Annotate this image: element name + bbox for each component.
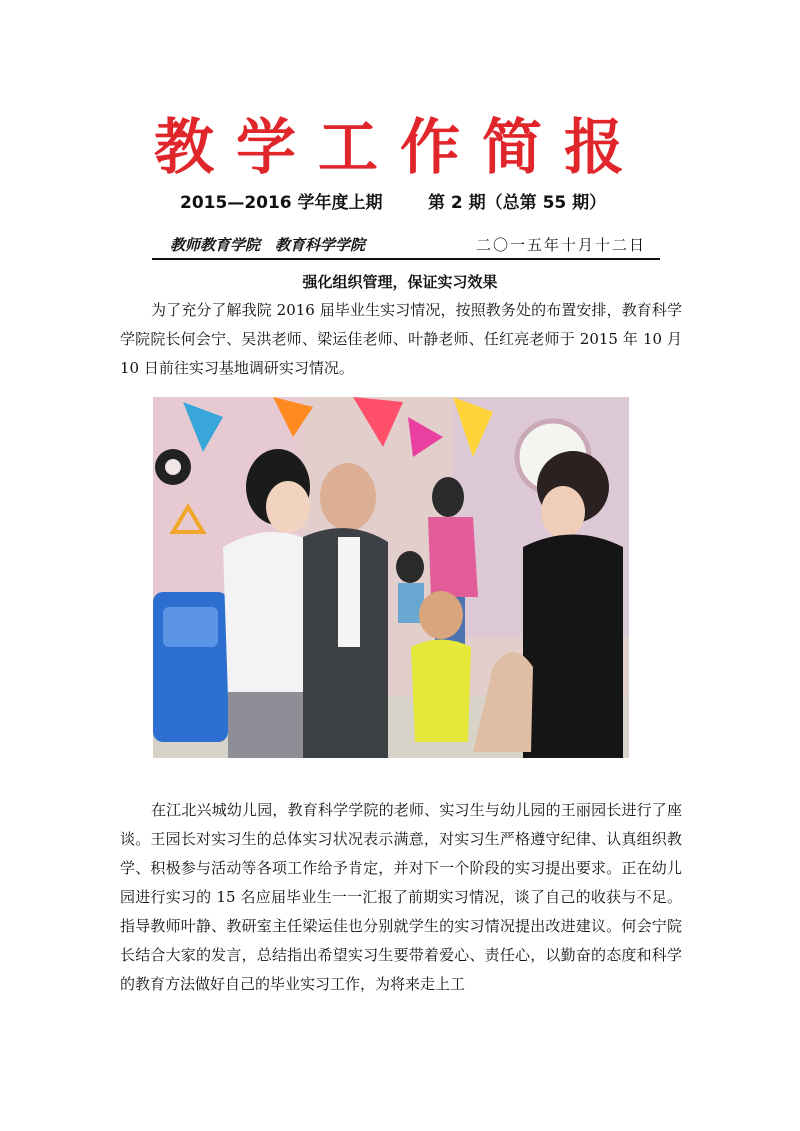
academic-term: 2015—2016 学年度上期 (180, 193, 383, 213)
publish-date: 二〇一五年十月十二日 (475, 236, 646, 254)
article-paragraph-1: 为了充分了解我院 2016 届毕业生实习情况，按照教务处的布置安排，教育科学学院院长何会宁、吴洪老师、梁运佳老师、叶静老师、任红亮老师于 2015 年 10 月 10 日前往实习基地调研实习情况。 (120, 301, 682, 377)
publisher-org: 教师教育学院 教育科学学院 (170, 236, 366, 254)
article-paragraph-2: 在江北兴城幼儿园，教育科学学院的老师、实习生与幼儿园的王丽园长进行了座谈。王园长对实习生的总体实习状况表示满意，对实习生严格遵守纪律、认真组织教学、积极参与活动等各项工作给予肯定，并对下一个阶段的实习提出要求。正在幼儿园进行实习的 15 名应届毕业生一一汇报了前期实习情况，谈了自己的收获与不足。指导教师叶静、教研室主任梁运佳也分别就学生的实习情况提出改进建议。何会宁院长结合大家的发言，总结指出希望实习生要带着爱心、责任心，以勤奋的态度和科学的教育方法做好自己的毕业实习工作，为将来走上工 (120, 801, 682, 993)
kindergarten-visit-photo (153, 397, 629, 758)
issue-number: 第 2 期（总第 55 期） (428, 193, 607, 213)
newsletter-masthead: 教学工作简报 (154, 113, 646, 183)
article-headline: 强化组织管理，保证实习效果 (302, 273, 498, 291)
publisher-line (152, 234, 660, 260)
article-photo (153, 397, 629, 758)
